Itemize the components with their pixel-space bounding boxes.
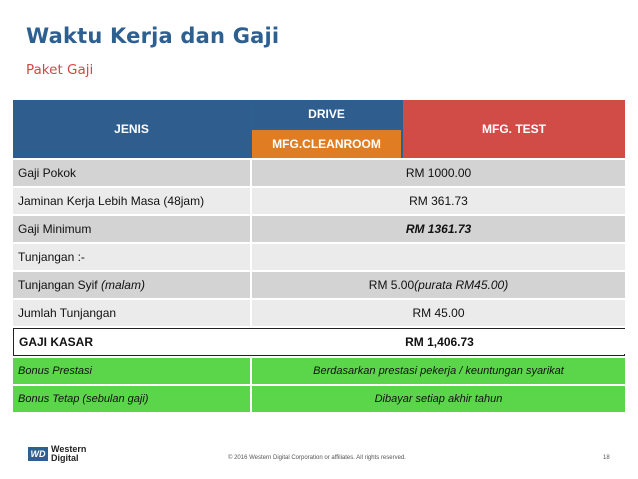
row-label: Gaji Minimum	[13, 216, 250, 242]
row-value-note: (purata RM45.00)	[414, 278, 509, 292]
header-cleanroom: MFG.CLEANROOM	[252, 130, 401, 158]
row-label-text: Tunjangan Syif	[18, 278, 101, 292]
header-drive: DRIVE	[252, 100, 401, 128]
row-label	[13, 272, 250, 298]
table-row	[13, 216, 625, 242]
row-value: RM 45.00	[252, 300, 625, 326]
logo-line2: Digital	[51, 453, 79, 463]
header-test: MFG. TEST	[403, 100, 625, 158]
row-value	[252, 272, 625, 298]
row-value-text: RM 5.00	[368, 278, 415, 292]
table-row	[13, 244, 625, 270]
table-row	[13, 272, 625, 298]
logo-text	[51, 445, 86, 463]
row-value: Berdasarkan prestasi pekerja / keuntungan syarikat	[252, 358, 625, 384]
row-value: RM 361.73	[252, 188, 625, 214]
table-row	[13, 188, 625, 214]
row-value: RM 1,406.73	[253, 329, 626, 354]
row-label: Jaminan Kerja Lebih Masa (48jam)	[13, 188, 250, 214]
slide-subtitle: Paket Gaji	[26, 62, 94, 78]
table-row	[13, 160, 625, 186]
row-value: RM 1000.00	[252, 160, 625, 186]
table-row-bonus	[13, 358, 625, 384]
row-label: Bonus Tetap (sebulan gaji)	[13, 386, 250, 412]
row-label: Tunjangan :-	[13, 244, 250, 270]
row-value	[252, 244, 625, 270]
header-jenis: JENIS	[13, 100, 250, 158]
row-label: Bonus Prestasi	[13, 358, 250, 384]
slide-title: Waktu Kerja dan Gaji	[26, 24, 280, 48]
table-row-bonus	[13, 386, 625, 412]
table-row-total	[13, 328, 625, 356]
page-number: 18	[603, 455, 610, 461]
western-digital-logo	[28, 445, 86, 463]
salary-table	[13, 100, 625, 412]
wd-logo-icon: WD	[28, 447, 48, 461]
row-label-note: (malam)	[100, 278, 145, 292]
table-header	[13, 100, 625, 158]
copyright-text: © 2016 Western Digital Corporation or affiliates. All rights reserved.	[228, 455, 406, 461]
row-label: Gaji Pokok	[13, 160, 250, 186]
row-value: Dibayar setiap akhir tahun	[252, 386, 625, 412]
row-label: Jumlah Tunjangan	[13, 300, 250, 326]
row-label: GAJI KASAR	[14, 329, 251, 354]
table-row	[13, 300, 625, 326]
row-value: RM 1361.73	[252, 216, 625, 242]
logo-line1: Western	[51, 444, 87, 454]
